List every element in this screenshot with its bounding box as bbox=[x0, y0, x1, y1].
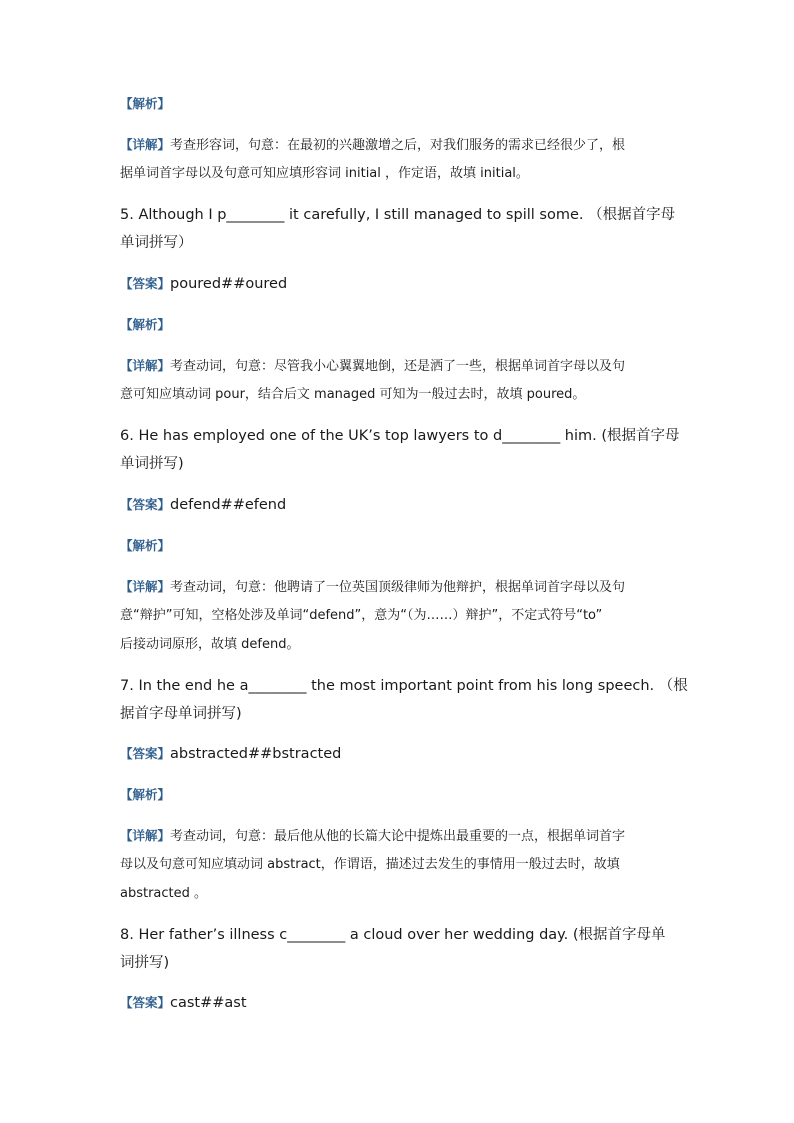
detail-paragraph-line: 意“辩护”可知，空格处涉及单词“defend”，意为“（为……）辩护”，不定式符号“to” bbox=[120, 608, 603, 623]
answer-line bbox=[120, 495, 680, 515]
answer-heading: 【答案】 bbox=[120, 995, 171, 1010]
detail-text: 考查形容词，句意：在最初的兴趣激增之后，对我们服务的需求已经很少了，根 bbox=[170, 138, 626, 153]
detail-paragraph-line: 母以及句意可知应填动词 abstract，作谓语，描述过去发生的事情用一般过去时，故填 bbox=[120, 857, 620, 872]
analysis-heading: 【解析】 bbox=[120, 787, 171, 802]
detail-heading: 【详解】 bbox=[120, 579, 171, 594]
answer-heading: 【答案】 bbox=[120, 497, 171, 512]
answer-heading: 【答案】 bbox=[120, 746, 171, 761]
question-5-continued: 单词拼写） bbox=[120, 235, 193, 251]
detail-paragraph-line: 意可知应填动词 pour，结合后文 managed 可知为一般过去时，故填 poured。 bbox=[120, 387, 586, 402]
detail-paragraph-line: 据单词首字母以及句意可知应填形容词 initial ，作定语，故填 initial。 bbox=[120, 166, 529, 181]
detail-paragraph-line bbox=[120, 577, 680, 598]
detail-paragraph-line bbox=[120, 826, 680, 847]
detail-paragraph-line bbox=[120, 135, 680, 156]
answer-line bbox=[120, 744, 680, 764]
answer-text: defend##efend bbox=[170, 497, 287, 513]
answer-line bbox=[120, 993, 680, 1013]
answer-heading: 【答案】 bbox=[120, 276, 171, 291]
detail-paragraph-line: 后接动词原形，故填 defend。 bbox=[120, 637, 300, 652]
detail-text: 考查动词，句意：最后他从他的长篇大论中提炼出最重要的一点，根据单词首字 bbox=[170, 829, 626, 844]
detail-paragraph-line bbox=[120, 356, 680, 377]
detail-heading: 【详解】 bbox=[120, 358, 171, 373]
question-7-continued: 据首字母单词拼写) bbox=[120, 706, 242, 722]
answer-text: cast##ast bbox=[170, 995, 247, 1011]
question-6-continued: 单词拼写) bbox=[120, 456, 184, 472]
answer-text: poured##oured bbox=[170, 276, 288, 292]
detail-heading: 【详解】 bbox=[120, 828, 171, 843]
question-5: 5. Although I p________ it carefully, I still managed to spill some. （根据首字母 bbox=[120, 207, 676, 223]
answer-text: abstracted##bstracted bbox=[170, 746, 342, 762]
detail-heading: 【详解】 bbox=[120, 137, 171, 152]
answer-line bbox=[120, 274, 680, 294]
question-8-continued: 词拼写) bbox=[120, 955, 170, 971]
detail-paragraph-line: abstracted 。 bbox=[120, 886, 208, 901]
question-7: 7. In the end he a________ the most important point from his long speech. （根 bbox=[120, 678, 688, 694]
detail-text: 考查动词，句意：尽管我小心翼翼地倒，还是洒了一些，根据单词首字母以及句 bbox=[170, 359, 626, 374]
question-6: 6. He has employed one of the UK’s top lawyers to d________ him. (根据首字母 bbox=[120, 428, 680, 444]
analysis-heading: 【解析】 bbox=[120, 317, 171, 332]
question-8: 8. Her father’s illness c________ a cloud over her wedding day. (根据首字母单 bbox=[120, 927, 666, 943]
analysis-heading: 【解析】 bbox=[120, 538, 171, 553]
detail-text: 考查动词，句意：他聘请了一位英国顶级律师为他辩护，根据单词首字母以及句 bbox=[170, 580, 626, 595]
analysis-heading: 【解析】 bbox=[120, 96, 171, 111]
